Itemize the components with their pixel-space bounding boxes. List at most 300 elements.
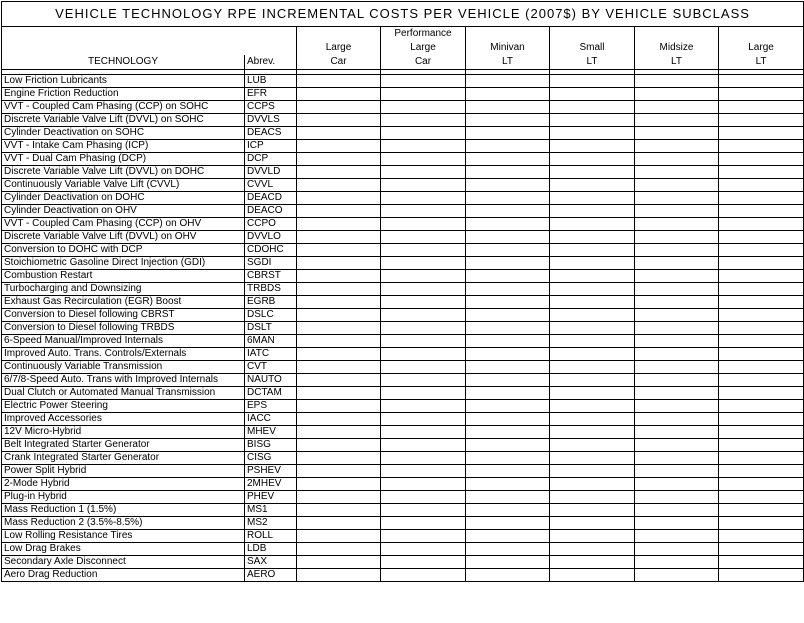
cost-cell <box>550 569 635 582</box>
cost-cell <box>719 218 804 231</box>
cost-cell <box>550 75 635 88</box>
technology-abbrev: PSHEV <box>245 465 297 478</box>
technology-abbrev: CBRST <box>245 270 297 283</box>
technology-name: Electric Power Steering <box>2 400 245 413</box>
technology-abbrev: EGRB <box>245 296 297 309</box>
technology-abbrev: EFR <box>245 88 297 101</box>
table-row <box>2 283 804 296</box>
cost-cell <box>719 439 804 452</box>
cost-cell <box>466 348 550 361</box>
cost-cell <box>297 452 381 465</box>
cost-cell <box>466 270 550 283</box>
cost-cell <box>297 179 381 192</box>
cost-cell <box>297 75 381 88</box>
cost-cell <box>466 153 550 166</box>
cost-cell <box>297 218 381 231</box>
technology-name: Discrete Variable Valve Lift (DVVL) on DOHC <box>2 166 245 179</box>
cost-cell <box>297 465 381 478</box>
cost-cell <box>635 257 719 270</box>
technology-abbrev: MS2 <box>245 517 297 530</box>
cost-cell <box>297 127 381 140</box>
table-row <box>2 426 804 439</box>
cost-cell <box>297 543 381 556</box>
table-row <box>2 101 804 114</box>
cost-cell <box>550 114 635 127</box>
cost-cell <box>635 400 719 413</box>
technology-name: Mass Reduction 2 (3.5%-8.5%) <box>2 517 245 530</box>
technology-abbrev: LUB <box>245 75 297 88</box>
cost-cell <box>381 309 466 322</box>
table-row <box>2 153 804 166</box>
cost-cell <box>550 543 635 556</box>
cost-cell <box>635 218 719 231</box>
cost-cell <box>550 88 635 101</box>
cost-cell <box>719 153 804 166</box>
col-header-line2: Large <box>297 41 381 55</box>
cost-cell <box>719 543 804 556</box>
technology-abbrev: CCPS <box>245 101 297 114</box>
cost-cell <box>550 556 635 569</box>
cost-cell <box>297 283 381 296</box>
cost-cell <box>635 361 719 374</box>
cost-cell <box>550 153 635 166</box>
cost-cell <box>635 283 719 296</box>
cost-cell <box>297 556 381 569</box>
cost-cell <box>466 465 550 478</box>
cost-cell <box>719 127 804 140</box>
technology-name: Dual Clutch or Automated Manual Transmission <box>2 387 245 400</box>
cost-cell <box>466 88 550 101</box>
cost-cell <box>297 387 381 400</box>
cost-cell <box>466 517 550 530</box>
cost-cell <box>466 166 550 179</box>
cost-cell <box>550 478 635 491</box>
technology-abbrev: DEACO <box>245 205 297 218</box>
technology-abbrev: DVVLO <box>245 231 297 244</box>
cost-cell <box>381 400 466 413</box>
header-row-1 <box>2 27 804 42</box>
table-row <box>2 218 804 231</box>
cost-cell <box>550 179 635 192</box>
cost-cell <box>381 270 466 283</box>
technology-name: Improved Accessories <box>2 413 245 426</box>
cost-cell <box>381 205 466 218</box>
cost-cell <box>381 530 466 543</box>
cost-cell <box>466 452 550 465</box>
technology-abbrev: DCP <box>245 153 297 166</box>
col-header-line3: Car <box>297 55 381 70</box>
technology-name: Conversion to Diesel following CBRST <box>2 309 245 322</box>
cost-cell <box>297 413 381 426</box>
cost-cell <box>719 75 804 88</box>
table-body <box>2 75 804 582</box>
cost-cell <box>381 218 466 231</box>
cost-cell <box>550 296 635 309</box>
cost-cell <box>381 166 466 179</box>
cost-cell <box>297 296 381 309</box>
cost-cell <box>550 517 635 530</box>
col-header-line2: Small <box>550 41 635 55</box>
cost-cell <box>635 439 719 452</box>
cost-cell <box>466 387 550 400</box>
cost-cell <box>297 400 381 413</box>
technology-name: 6-Speed Manual/Improved Internals <box>2 335 245 348</box>
table-row <box>2 205 804 218</box>
technology-abbrev: DSLC <box>245 309 297 322</box>
technology-name: Improved Auto. Trans. Controls/Externals <box>2 348 245 361</box>
col-header-line1: Performance <box>381 27 466 42</box>
table-row <box>2 114 804 127</box>
cost-cell <box>635 153 719 166</box>
cost-cell <box>635 543 719 556</box>
cost-cell <box>635 569 719 582</box>
cost-cell <box>297 491 381 504</box>
cost-cell <box>381 478 466 491</box>
cost-cell <box>297 166 381 179</box>
cost-cell <box>466 322 550 335</box>
cost-cell <box>550 166 635 179</box>
cost-cell <box>719 192 804 205</box>
technology-abbrev: DSLT <box>245 322 297 335</box>
cost-cell <box>466 426 550 439</box>
col-header-line3: LT <box>635 55 719 70</box>
table-title: VEHICLE TECHNOLOGY RPE INCREMENTAL COSTS PER VEHICLE (2007$) BY VEHICLE SUBCLASS <box>2 2 804 27</box>
cost-cell <box>635 244 719 257</box>
cost-cell <box>381 283 466 296</box>
cost-cell <box>381 426 466 439</box>
cost-cell <box>635 413 719 426</box>
table-row <box>2 140 804 153</box>
cost-cell <box>550 322 635 335</box>
cost-cell <box>381 296 466 309</box>
cost-cell <box>550 231 635 244</box>
cost-cell <box>550 439 635 452</box>
cost-cell <box>635 504 719 517</box>
table-row <box>2 335 804 348</box>
technology-abbrev: MHEV <box>245 426 297 439</box>
cost-cell <box>635 465 719 478</box>
cost-cell <box>466 114 550 127</box>
technology-name: Low Drag Brakes <box>2 543 245 556</box>
cost-cell <box>635 309 719 322</box>
table-row <box>2 179 804 192</box>
table-row <box>2 361 804 374</box>
cost-cell <box>550 504 635 517</box>
technology-name: Aero Drag Reduction <box>2 569 245 582</box>
cost-cell <box>297 114 381 127</box>
technology-name: Stoichiometric Gasoline Direct Injection (GDI) <box>2 257 245 270</box>
cost-cell <box>719 517 804 530</box>
cost-cell <box>719 556 804 569</box>
cost-cell <box>719 426 804 439</box>
technology-name: Power Split Hybrid <box>2 465 245 478</box>
cost-cell <box>466 218 550 231</box>
cost-cell <box>297 244 381 257</box>
table-row <box>2 517 804 530</box>
cost-cell <box>466 283 550 296</box>
cost-cell <box>550 361 635 374</box>
cost-cell <box>719 283 804 296</box>
technology-abbrev: TRBDS <box>245 283 297 296</box>
cost-cell <box>635 114 719 127</box>
cost-cell <box>381 101 466 114</box>
technology-abbrev: SGDI <box>245 257 297 270</box>
technology-abbrev: ICP <box>245 140 297 153</box>
cost-cell <box>719 322 804 335</box>
cost-cell <box>466 543 550 556</box>
technology-name: 12V Micro-Hybrid <box>2 426 245 439</box>
technology-abbrev: DEACD <box>245 192 297 205</box>
cost-cell <box>550 244 635 257</box>
table-row <box>2 127 804 140</box>
technology-abbrev: IACC <box>245 413 297 426</box>
technology-name: 6/7/8-Speed Auto. Trans with Improved Internals <box>2 374 245 387</box>
technology-abbrev: ROLL <box>245 530 297 543</box>
technology-abbrev: MS1 <box>245 504 297 517</box>
table-row <box>2 166 804 179</box>
technology-name: Low Friction Lubricants <box>2 75 245 88</box>
technology-abbrev: NAUTO <box>245 374 297 387</box>
cost-cell <box>719 114 804 127</box>
table-row <box>2 569 804 582</box>
cost-cell <box>719 465 804 478</box>
cost-cell <box>550 530 635 543</box>
cost-cell <box>381 491 466 504</box>
cost-cell <box>381 413 466 426</box>
cost-cell <box>550 140 635 153</box>
cost-cell <box>635 452 719 465</box>
cost-cell <box>719 504 804 517</box>
table-row <box>2 491 804 504</box>
cost-cell <box>635 140 719 153</box>
cost-cell <box>635 296 719 309</box>
cost-cell <box>297 374 381 387</box>
technology-abbrev: SAX <box>245 556 297 569</box>
cost-cell <box>466 257 550 270</box>
cost-cell <box>719 387 804 400</box>
col-header-line2: Minivan <box>466 41 550 55</box>
technology-name: Continuously Variable Transmission <box>2 361 245 374</box>
technology-abbrev: BISG <box>245 439 297 452</box>
cost-cell <box>297 322 381 335</box>
cost-cell <box>466 335 550 348</box>
cost-cell <box>635 192 719 205</box>
header-blank <box>2 27 297 42</box>
cost-cell <box>466 75 550 88</box>
cost-cell <box>297 309 381 322</box>
cost-cell <box>719 205 804 218</box>
cost-cell <box>381 231 466 244</box>
col-header-line1 <box>635 27 719 42</box>
technology-name: Cylinder Deactivation on OHV <box>2 205 245 218</box>
technology-name: VVT - Coupled Cam Phasing (CCP) on OHV <box>2 218 245 231</box>
technology-abbrev: DVVLS <box>245 114 297 127</box>
technology-name: VVT - Intake Cam Phasing (ICP) <box>2 140 245 153</box>
cost-cell <box>635 556 719 569</box>
cost-cell <box>297 530 381 543</box>
cost-cell <box>635 426 719 439</box>
cost-cell <box>719 491 804 504</box>
cost-cell <box>635 530 719 543</box>
cost-cell <box>381 75 466 88</box>
cost-cell <box>381 504 466 517</box>
cost-cell <box>297 101 381 114</box>
cost-cell <box>550 426 635 439</box>
cost-cell <box>466 296 550 309</box>
cost-cell <box>381 322 466 335</box>
table-row <box>2 309 804 322</box>
table-row <box>2 400 804 413</box>
technology-abbrev: IATC <box>245 348 297 361</box>
technology-abbrev: EPS <box>245 400 297 413</box>
cost-cell <box>297 348 381 361</box>
cost-cell <box>381 127 466 140</box>
cost-cell <box>719 452 804 465</box>
technology-name: Plug-in Hybrid <box>2 491 245 504</box>
cost-table <box>1 1 804 582</box>
col-header-line1 <box>466 27 550 42</box>
table-row <box>2 296 804 309</box>
cost-cell <box>381 543 466 556</box>
table-row <box>2 478 804 491</box>
cost-cell <box>466 127 550 140</box>
technology-abbrev: DCTAM <box>245 387 297 400</box>
table-row <box>2 75 804 88</box>
col-header-line3: Car <box>381 55 466 70</box>
cost-cell <box>719 335 804 348</box>
cost-cell <box>719 569 804 582</box>
technology-name: Mass Reduction 1 (1.5%) <box>2 504 245 517</box>
table-row <box>2 244 804 257</box>
cost-cell <box>719 400 804 413</box>
cost-cell <box>466 309 550 322</box>
cost-cell <box>635 335 719 348</box>
technology-header: TECHNOLOGY <box>2 55 245 70</box>
table-row <box>2 387 804 400</box>
technology-name: Crank Integrated Starter Generator <box>2 452 245 465</box>
cost-cell <box>635 231 719 244</box>
technology-abbrev: AERO <box>245 569 297 582</box>
cost-cell <box>550 452 635 465</box>
technology-name: VVT - Coupled Cam Phasing (CCP) on SOHC <box>2 101 245 114</box>
cost-cell <box>297 231 381 244</box>
cost-cell <box>719 166 804 179</box>
col-header-line1 <box>297 27 381 42</box>
cost-cell <box>719 413 804 426</box>
cost-cell <box>635 478 719 491</box>
cost-cell <box>719 101 804 114</box>
table-row <box>2 374 804 387</box>
cost-cell <box>381 452 466 465</box>
technology-name: 2-Mode Hybrid <box>2 478 245 491</box>
technology-abbrev: 6MAN <box>245 335 297 348</box>
cost-cell <box>297 270 381 283</box>
header-row-3 <box>2 55 804 70</box>
cost-cell <box>466 530 550 543</box>
cost-cell <box>635 75 719 88</box>
cost-cell <box>381 114 466 127</box>
cost-cell <box>466 491 550 504</box>
cost-cell <box>550 400 635 413</box>
cost-cell <box>297 88 381 101</box>
cost-cell <box>719 309 804 322</box>
technology-abbrev: CVT <box>245 361 297 374</box>
table-row <box>2 88 804 101</box>
cost-cell <box>297 504 381 517</box>
cost-cell <box>550 465 635 478</box>
technology-abbrev: 2MHEV <box>245 478 297 491</box>
table-row <box>2 348 804 361</box>
col-header-line1 <box>550 27 635 42</box>
cost-cell <box>466 400 550 413</box>
table-row <box>2 504 804 517</box>
technology-name: Turbocharging and Downsizing <box>2 283 245 296</box>
col-header-line3: LT <box>719 55 804 70</box>
cost-cell <box>635 348 719 361</box>
cost-cell <box>297 205 381 218</box>
cost-cell <box>719 88 804 101</box>
cost-cell <box>297 439 381 452</box>
cost-cell <box>297 192 381 205</box>
table-row <box>2 439 804 452</box>
cost-cell <box>297 257 381 270</box>
cost-cell <box>297 478 381 491</box>
table-row <box>2 231 804 244</box>
cost-cell <box>381 374 466 387</box>
col-header-line2: Large <box>381 41 466 55</box>
cost-cell <box>466 413 550 426</box>
cost-cell <box>635 387 719 400</box>
table-row <box>2 192 804 205</box>
cost-cell <box>466 179 550 192</box>
cost-cell <box>466 569 550 582</box>
table-row <box>2 465 804 478</box>
table-row <box>2 270 804 283</box>
cost-cell <box>550 270 635 283</box>
cost-cell <box>719 257 804 270</box>
cost-cell <box>381 348 466 361</box>
cost-cell <box>550 387 635 400</box>
technology-name: Discrete Variable Valve Lift (DVVL) on SOHC <box>2 114 245 127</box>
cost-cell <box>550 335 635 348</box>
technology-name: Combustion Restart <box>2 270 245 283</box>
cost-cell <box>550 101 635 114</box>
cost-cell <box>381 465 466 478</box>
cost-cell <box>635 517 719 530</box>
technology-name: Conversion to Diesel following TRBDS <box>2 322 245 335</box>
cost-cell <box>719 270 804 283</box>
cost-table-sheet <box>1 1 803 582</box>
cost-cell <box>466 101 550 114</box>
technology-name: Continuously Variable Valve Lift (CVVL) <box>2 179 245 192</box>
technology-abbrev: CVVL <box>245 179 297 192</box>
technology-name: Cylinder Deactivation on SOHC <box>2 127 245 140</box>
technology-abbrev: LDB <box>245 543 297 556</box>
cost-cell <box>381 257 466 270</box>
cost-cell <box>719 231 804 244</box>
technology-name: Secondary Axle Disconnect <box>2 556 245 569</box>
cost-cell <box>550 283 635 296</box>
cost-cell <box>550 491 635 504</box>
cost-cell <box>719 530 804 543</box>
cost-cell <box>550 192 635 205</box>
cost-cell <box>381 361 466 374</box>
cost-cell <box>466 205 550 218</box>
cost-cell <box>466 361 550 374</box>
cost-cell <box>297 140 381 153</box>
cost-cell <box>719 361 804 374</box>
cost-cell <box>297 517 381 530</box>
